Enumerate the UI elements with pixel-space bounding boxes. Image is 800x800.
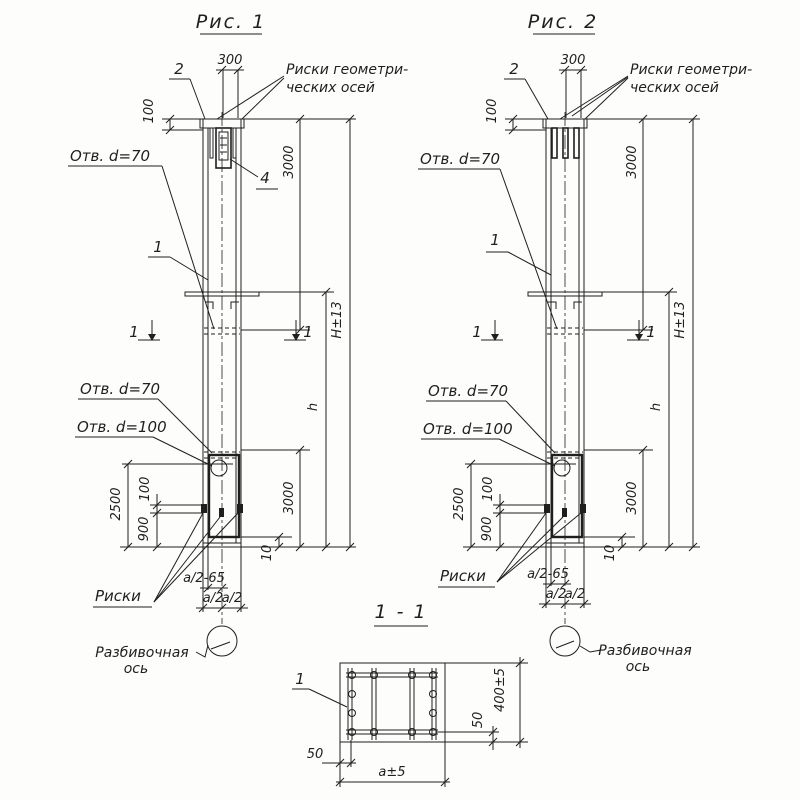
section-callout bbox=[292, 670, 347, 707]
dim-100-top: 100 bbox=[142, 98, 157, 124]
dim-a5: a±5 bbox=[378, 765, 406, 780]
figure-2 bbox=[418, 11, 752, 675]
axis-circle bbox=[550, 626, 580, 656]
dim-h: h bbox=[306, 402, 321, 412]
part-4-label: 4 bbox=[260, 169, 270, 187]
reinforcement-cage bbox=[346, 668, 438, 740]
dim-100-side: 100 bbox=[481, 476, 496, 502]
hole70-top-label: Отв. d=70 bbox=[70, 147, 151, 165]
layout-axis-2 bbox=[550, 626, 692, 675]
hole70-top-label: Отв. d=70 bbox=[420, 150, 501, 168]
dim-300: 300 bbox=[217, 53, 243, 68]
dim-3000-bot: 3000 bbox=[282, 481, 297, 515]
dim-2500: 2500 bbox=[109, 487, 124, 521]
risk-mark-center bbox=[562, 508, 567, 517]
part-1-label: 1 bbox=[490, 231, 500, 249]
figure1-title: Рис. 1 bbox=[195, 11, 267, 33]
axis-label-1: Разбивочная bbox=[598, 643, 692, 659]
riski-label: Риски bbox=[440, 567, 486, 585]
hole70-bot-label: Отв. d=70 bbox=[428, 382, 509, 400]
rebar-circles bbox=[349, 672, 437, 736]
dim-2500: 2500 bbox=[452, 487, 467, 521]
risk-mark-center bbox=[219, 508, 224, 517]
hole100-label: Отв. d=100 bbox=[423, 420, 513, 438]
layout-axis-1 bbox=[95, 626, 237, 677]
dim-100-top: 100 bbox=[485, 98, 500, 124]
dim-a2-left: a/2 bbox=[202, 591, 224, 606]
top-dowel-slots bbox=[552, 128, 579, 158]
dim-50-right: 50 bbox=[471, 711, 486, 729]
dim-a2-right: a/2 bbox=[221, 591, 243, 606]
figure2-title: Рис. 2 bbox=[527, 11, 599, 33]
risk-mark-right bbox=[580, 504, 586, 513]
dim-10: 10 bbox=[603, 544, 618, 562]
dim-H13: H±13 bbox=[330, 301, 345, 339]
risk-mark-right bbox=[237, 504, 243, 513]
hole-d100-circle bbox=[211, 460, 227, 476]
riski-label: Риски bbox=[95, 587, 141, 605]
risk-axes-label-1: Риски геометри- bbox=[286, 62, 409, 78]
hole100-label: Отв. d=100 bbox=[77, 418, 167, 436]
hole70-bot-label: Отв. d=70 bbox=[80, 380, 161, 398]
dim-900: 900 bbox=[137, 516, 152, 542]
dim-a2-65: a/2-65 bbox=[527, 567, 569, 582]
axis-label-2: ось bbox=[625, 659, 651, 675]
part-1-label: 1 bbox=[153, 238, 163, 256]
dim-50-bottom: 50 bbox=[306, 747, 324, 762]
dim-3000-top: 3000 bbox=[282, 145, 297, 179]
risk-axes-label-1: Риски геометри- bbox=[630, 62, 753, 78]
cut-label-right: 1 bbox=[646, 323, 656, 341]
top-sleeve-detail bbox=[210, 128, 236, 168]
dim-a2-right: a/2 bbox=[564, 587, 586, 602]
dim-10: 10 bbox=[260, 544, 275, 562]
axis-label-2: ось bbox=[123, 661, 149, 677]
risk-axes-label-2: ческих осей bbox=[286, 80, 375, 96]
dim-a2-left: a/2 bbox=[545, 587, 567, 602]
section-title: 1 - 1 bbox=[374, 601, 428, 623]
dim-a2-65: a/2-65 bbox=[183, 571, 225, 586]
dim-h: h bbox=[649, 402, 664, 412]
cut-label-right: 1 bbox=[303, 323, 313, 341]
part-2-label: 2 bbox=[174, 60, 184, 78]
axis-circle bbox=[207, 626, 237, 656]
dim-3000-bot: 3000 bbox=[625, 481, 640, 515]
cut-label-left: 1 bbox=[472, 323, 482, 341]
axis-label-1: Разбивочная bbox=[95, 645, 189, 661]
dim-3000-top: 3000 bbox=[625, 145, 640, 179]
cut-label-left: 1 bbox=[129, 323, 139, 341]
risk-axes-label-2: ческих осей bbox=[630, 80, 719, 96]
dim-H13: H±13 bbox=[673, 301, 688, 339]
dim-900: 900 bbox=[480, 516, 495, 542]
section-1-1 bbox=[292, 601, 528, 787]
dim-400-5: 400±5 bbox=[493, 668, 508, 712]
hole-d100-circle bbox=[554, 460, 570, 476]
figure-1 bbox=[68, 11, 408, 677]
dim-300: 300 bbox=[560, 53, 586, 68]
part-1-label: 1 bbox=[295, 670, 305, 688]
part-2-label: 2 bbox=[509, 60, 519, 78]
dim-100-side: 100 bbox=[138, 476, 153, 502]
